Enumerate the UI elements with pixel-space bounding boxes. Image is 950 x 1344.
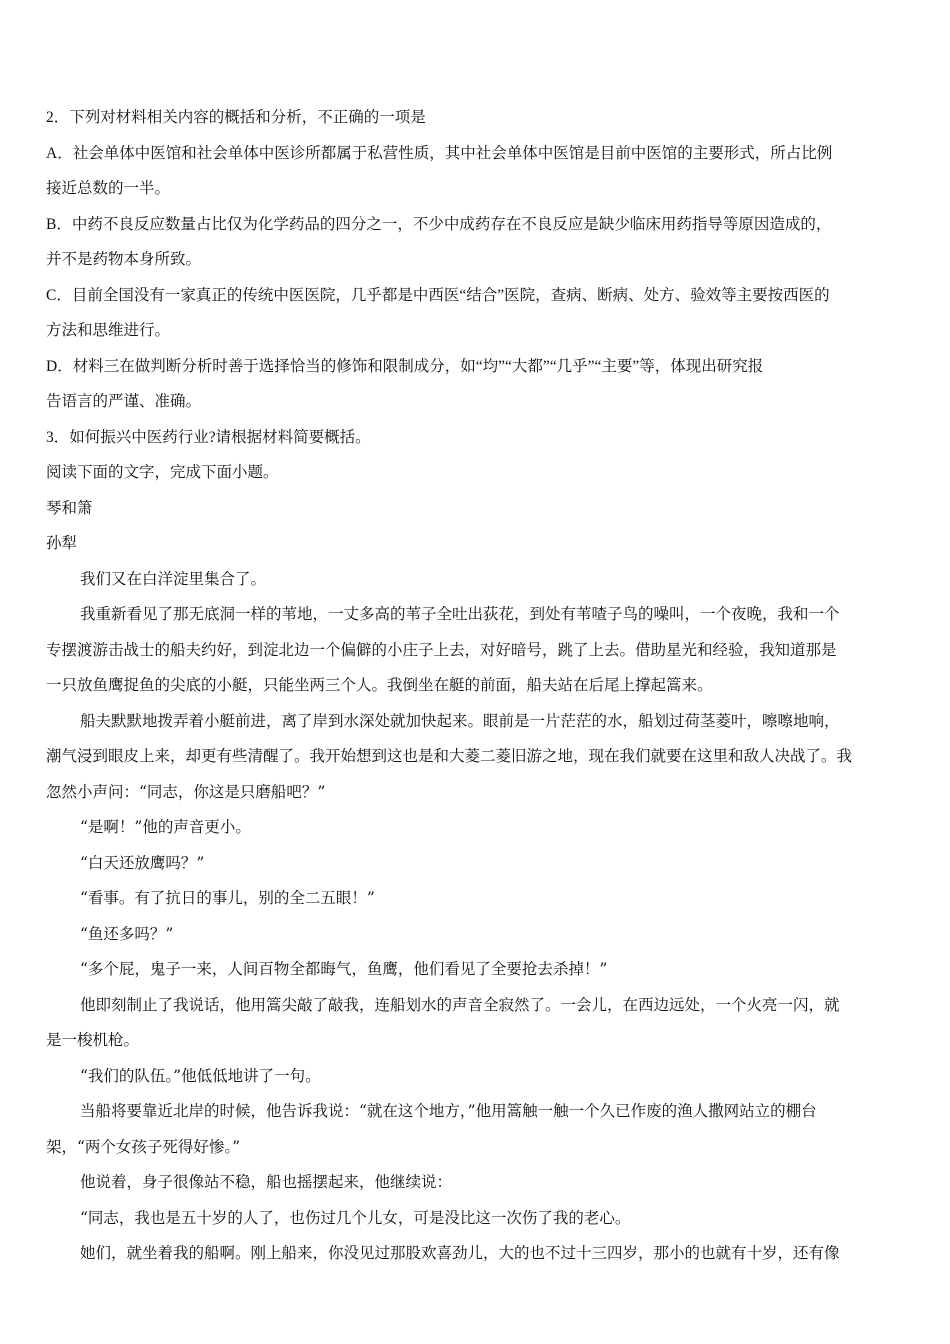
question-2-option-a-line-1: A．社会单体中医馆和社会单体中医诊所都属于私营性质，其中社会单体中医馆是目前中医馆的主要形式，所占比例 <box>46 144 833 162</box>
question-2-stem: 2．下列对材料相关内容的概括和分析，不正确的一项是 <box>46 109 426 126</box>
document-page <box>46 100 908 1272</box>
paragraph-line: 我重新看见了那无底洞一样的苇地，一丈多高的苇子全吐出荻花，到处有苇喳子鸟的噪叫，一个夜晚，我和一个 <box>80 605 840 623</box>
paragraph-line: 专摆渡游击战士的船夫约好，到淀北边一个偏僻的小庄子上去，对好暗号，跳了上去。借助星光和经验，我知道那是 <box>46 640 837 659</box>
dialogue-line: “同志，我也是五十岁的人了，也伤过几个儿女，可是没比这一次伤了我的老心。 <box>80 1208 631 1227</box>
paragraph-line: 忽然小声问：“同志，你这是只磨船吧？” <box>46 782 326 801</box>
reading-instruction: 阅读下面的文字，完成下面小题。 <box>46 464 279 481</box>
question-3-stem: 3．如何振兴中医药行业?请根据材料简要概括。 <box>46 428 371 446</box>
paragraph-line: 当船将要靠近北岸的时候，他告诉我说：“就在这个地方，”他用篙触一触一个久已作废的渔人撒网站立的棚台 <box>80 1102 817 1120</box>
paragraph-line: 他说着，身子很像站不稳，船也摇摆起来，他继续说： <box>80 1173 453 1191</box>
paragraph-line: 是一梭机枪。 <box>46 1031 140 1049</box>
paragraph-line: 船夫默默地拨弄着小艇前进，离了岸到水深处就加快起来。眼前是一片茫茫的水，船划过荷茎菱叶，嚓嚓地响， <box>80 711 840 730</box>
paragraph-line: 一只放鱼鹰捉鱼的尖底的小艇，只能坐两三个人。我倒坐在艇的前面，船夫站在后尾上撑起篙来。 <box>46 676 713 694</box>
paragraph-line: 潮气浸到眼皮上来，却更有些清醒了。我开始想到这也是和大菱二菱旧游之地，现在我们就要在这里和敌人决战了。我 <box>46 747 853 765</box>
dialogue-line: “鱼还多吗？” <box>80 924 174 943</box>
dialogue-line: “白天还放鹰吗？” <box>80 853 205 872</box>
question-2-option-d-line-2: 告语言的严谨、准确。 <box>46 393 202 410</box>
paragraph-line: 架，“两个女孩子死得好惨。” <box>46 1137 241 1156</box>
dialogue-line: “是啊！”他的声音更小。 <box>80 818 251 836</box>
question-2-option-c-line-1: C．目前全国没有一家真正的传统中医医院，几乎都是中西医“结合”医院，查病、断病、处方、验效等主要按西医的 <box>46 286 830 304</box>
paragraph-line: 他即刻制止了我说话，他用篙尖敲了敲我，连船划水的声音全寂然了。一会儿，在西边远处，一个火亮一闪，就 <box>80 995 840 1014</box>
reading-author: 孙犁 <box>46 534 78 552</box>
question-2-option-a-line-2: 接近总数的一半。 <box>46 180 171 197</box>
dialogue-line: “看事。有了抗日的事儿，别的全二五眼！” <box>80 889 375 907</box>
question-2-option-b-line-2: 并不是药物本身所致。 <box>46 251 202 268</box>
paragraph-line: 我们又在白洋淀里集合了。 <box>80 569 267 588</box>
question-2-option-d-line-1: D．材料三在做判断分析时善于选择恰当的修饰和限制成分，如“均”“大都”“几乎”“主要”等，体现出研究报 <box>46 357 764 375</box>
paragraph-line: 她们，就坐着我的船啊。刚上船来，你没见过那股欢喜劲儿，大的也不过十三四岁，那小的也就有十岁，还有像 <box>80 1244 840 1262</box>
question-2-option-b-line-1: B．中药不良反应数量占比仅为化学药品的四分之一，不少中成药存在不良反应是缺少临床用药指导等原因造成的， <box>46 215 832 233</box>
question-2-option-c-line-2: 方法和思维进行。 <box>46 322 171 339</box>
dialogue-line: “多个屁，鬼子一来，人间百物全都晦气，鱼鹰，他们看见了全要抢去杀掉！” <box>80 960 608 978</box>
dialogue-line: “我们的队伍。”他低低地讲了一句。 <box>80 1066 321 1085</box>
reading-title: 琴和箫 <box>46 498 93 517</box>
